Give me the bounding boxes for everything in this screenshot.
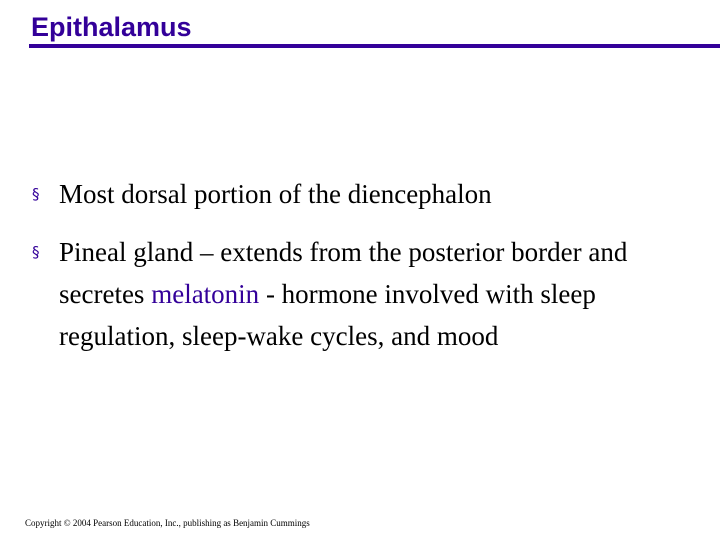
bullet-item-pineal-gland (32, 231, 712, 357)
bullet-text: Most dorsal portion of the diencephalon (59, 179, 492, 209)
slide-title: Epithalamus (31, 12, 192, 42)
bullet-text-start: Pineal gland – extends from the posterior border and secretes (59, 237, 628, 309)
bullet-text-end: - hormone involved with sleep regulation, sleep-wake cycles, and mood (59, 279, 596, 351)
square-bullet-icon: § (32, 185, 40, 203)
bullet-item-diencephalon (32, 173, 712, 215)
bullet-list (32, 173, 712, 357)
title-underline-divider (29, 44, 720, 48)
copyright-footer: Copyright © 2004 Pearson Education, Inc., publishing as Benjamin Cummings (25, 518, 310, 528)
square-bullet-icon: § (32, 243, 40, 261)
highlighted-term-melatonin: melatonin (151, 279, 260, 309)
